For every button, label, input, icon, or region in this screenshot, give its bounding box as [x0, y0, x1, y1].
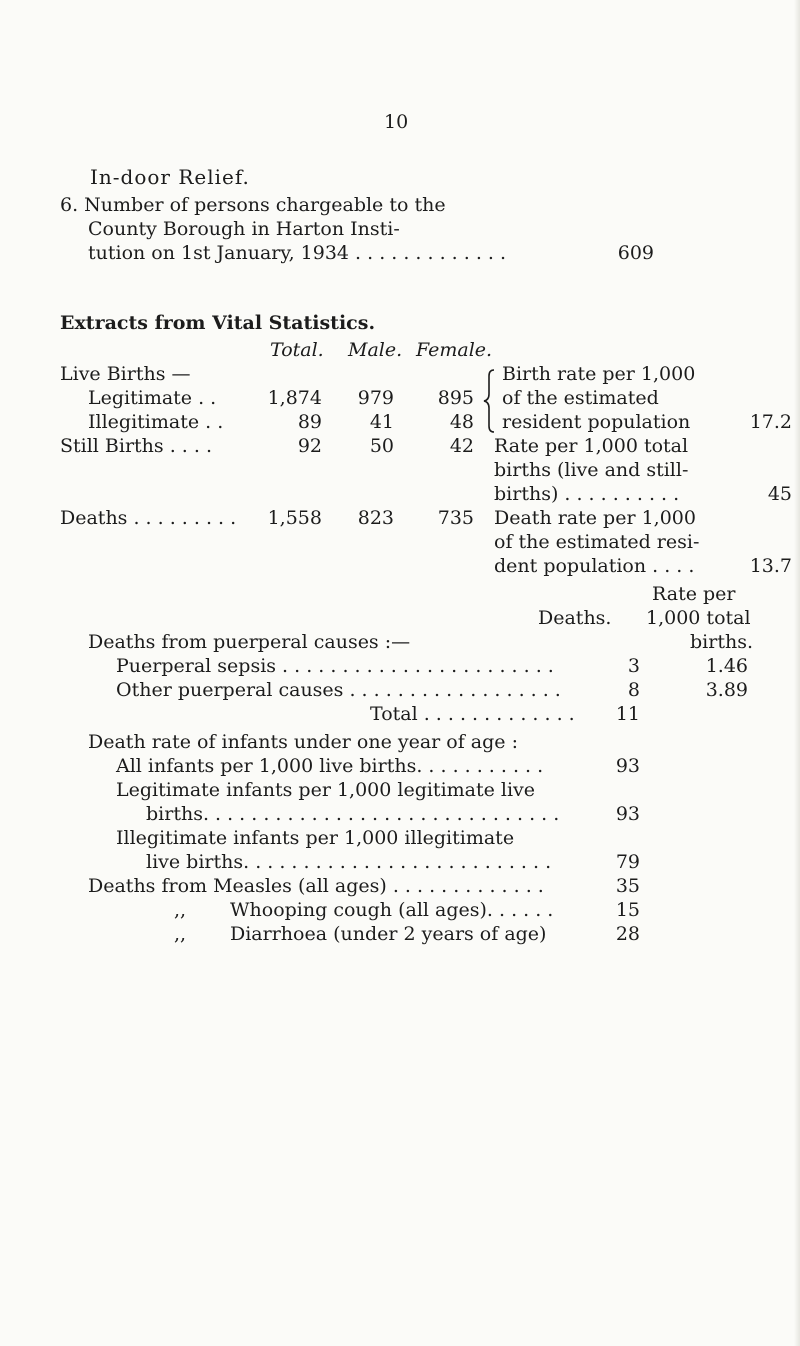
row-female: 735: [437, 507, 474, 529]
measles-label: Deaths from Measles (all ages) . . . . . . . . . . . . .: [88, 875, 544, 897]
death-rate-line2: of the estimated resi-: [494, 531, 700, 553]
total-births-rate-line1: Rate per 1,000 total: [494, 435, 689, 457]
live-births-header: Live Births —: [60, 363, 191, 385]
col-header-female: Female.: [416, 339, 493, 361]
puerperal-sepsis-rate: 1.46: [705, 655, 748, 677]
puerperal-sepsis-deaths: 3: [627, 655, 640, 677]
row-male: 50: [369, 435, 394, 457]
death-rate-line1: Death rate per 1,000: [494, 507, 696, 529]
infants-legit-line2: births. . . . . . . . . . . . . . . . . . . . . . . . . . . . . .: [146, 803, 560, 825]
puerperal-total-deaths: 11: [615, 703, 640, 725]
infants-legit-line1: Legitimate infants per 1,000 legitimate live: [116, 779, 536, 801]
row-female: 895: [437, 387, 474, 409]
col-header-total: Total.: [270, 339, 324, 361]
item6-value: 609: [617, 242, 654, 264]
row-female: 42: [449, 435, 474, 457]
infants-illegit-value: 79: [615, 851, 640, 873]
row-male: 41: [369, 411, 394, 433]
hdr-births: births.: [690, 631, 753, 653]
total-births-rate-line2: births (live and still-: [494, 459, 689, 481]
puerperal-other-label: Other puerperal causes . . . . . . . . . . . . . . . . . .: [116, 679, 561, 701]
row-total: 92: [297, 435, 322, 457]
death-rate-value: 13.7: [749, 555, 792, 577]
row-total: 1,558: [267, 507, 322, 529]
puerperal-other-rate: 3.89: [705, 679, 748, 701]
infants-all-value: 93: [615, 755, 640, 777]
death-rate-line3: dent population . . . .: [494, 555, 695, 577]
ditto-mark: ,,: [174, 923, 187, 945]
row-male: 823: [357, 507, 394, 529]
total-births-rate-line3: births) . . . . . . . . . .: [494, 483, 680, 505]
row-male: 979: [357, 387, 394, 409]
row-total: 89: [297, 411, 322, 433]
row-label: Legitimate . .: [88, 387, 217, 409]
whooping-value: 15: [615, 899, 640, 921]
item6-line1: 6. Number of persons chargeable to the: [60, 194, 446, 216]
row-total: 1,874: [267, 387, 322, 409]
hdr-deaths: Deaths.: [538, 607, 612, 629]
diarrhoea-label: Diarrhoea (under 2 years of age): [230, 923, 547, 945]
page-edge: [794, 0, 800, 1346]
birth-rate-line1: Birth rate per 1,000: [502, 363, 696, 385]
section-title: In-door Relief.: [90, 165, 250, 189]
infants-illegit-line2: live births. . . . . . . . . . . . . . . . . . . . . . . . . .: [146, 851, 552, 873]
infants-legit-value: 93: [615, 803, 640, 825]
extracts-title: Extracts from Vital Statistics.: [60, 312, 376, 334]
page-number: 10: [384, 111, 409, 133]
brace-icon: [480, 366, 500, 436]
total-births-rate-value: 45: [767, 483, 792, 505]
item6-line3: tution on 1st January, 1934 . . . . . . . . . . . . .: [88, 242, 507, 264]
puerperal-sepsis-label: Puerperal sepsis . . . . . . . . . . . . . . . . . . . . . . .: [116, 655, 554, 677]
birth-rate-line2: of the estimated: [502, 387, 659, 409]
whooping-label: Whooping cough (all ages). . . . . .: [230, 899, 554, 921]
hdr-rate-per: Rate per: [652, 583, 736, 605]
row-female: 48: [449, 411, 474, 433]
hdr-1000-total: 1,000 total: [646, 607, 751, 629]
item6-line2: County Borough in Harton Insti-: [88, 218, 400, 240]
row-label: Still Births . . . .: [60, 435, 212, 457]
puerperal-title: Deaths from puerperal causes :—: [88, 631, 411, 653]
row-label: Deaths . . . . . . . . .: [60, 507, 237, 529]
infant-death-title: Death rate of infants under one year of age :: [88, 731, 518, 753]
puerperal-other-deaths: 8: [627, 679, 640, 701]
row-label: Illegitimate . .: [88, 411, 224, 433]
col-header-male: Male.: [348, 339, 403, 361]
puerperal-total-label: Total . . . . . . . . . . . . .: [370, 703, 575, 725]
birth-rate-line3: resident population: [502, 411, 691, 433]
ditto-mark: ,,: [174, 899, 187, 921]
measles-value: 35: [615, 875, 640, 897]
infants-illegit-line1: Illegitimate infants per 1,000 illegitimate: [116, 827, 515, 849]
infants-all-label: All infants per 1,000 live births. . . . . . . . . . .: [116, 755, 544, 777]
diarrhoea-value: 28: [615, 923, 640, 945]
birth-rate-value: 17.2: [749, 411, 792, 433]
